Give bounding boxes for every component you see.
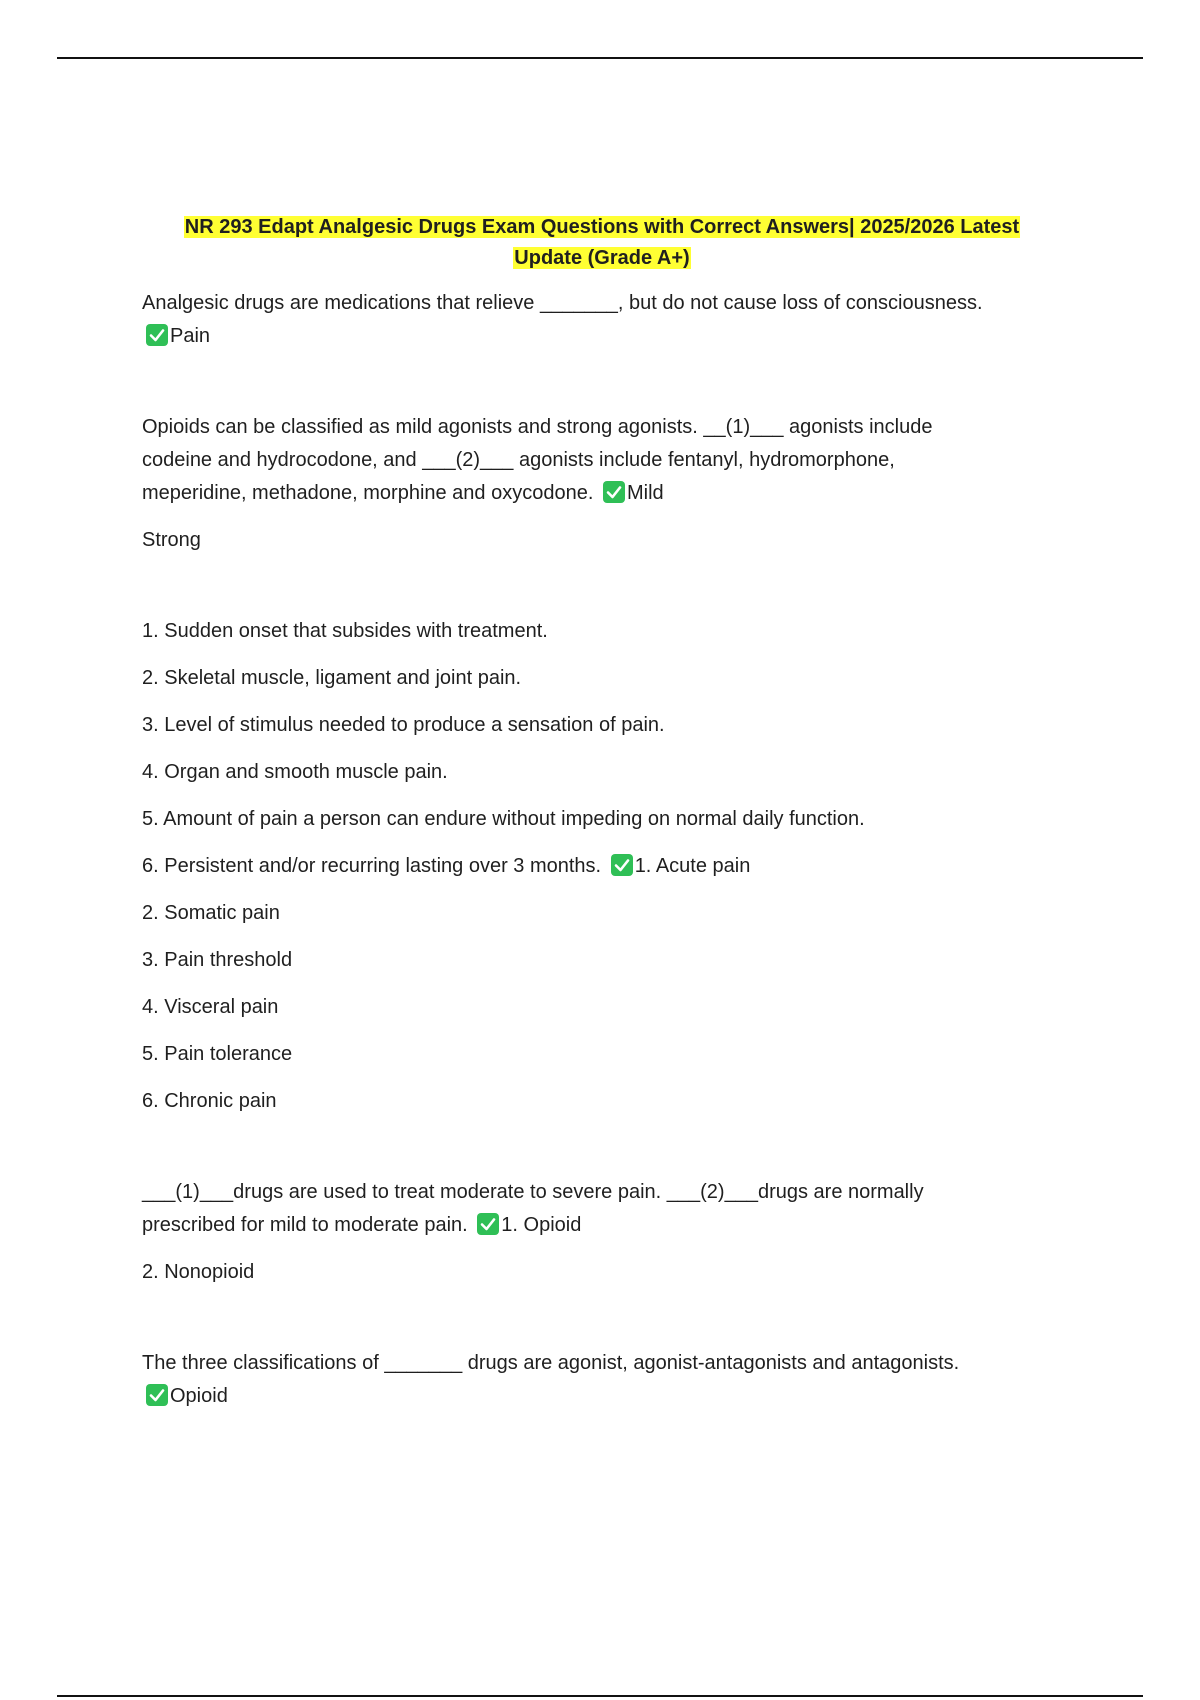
document-body [142,212,1062,1413]
question-1-prompt: Analgesic drugs are medications that relieve _______, but do not cause loss of consciousness. [142,292,983,314]
check-mark-icon [611,854,633,876]
list-item: 6. Persistent and/or recurring lasting over 3 months. [142,855,602,877]
answer-item: 5. Pain tolerance [142,1043,293,1065]
question-4-answer-extra: 2. Nonopioid [142,1261,255,1283]
list-item: 1. Sudden onset that subsides with treatment. [142,620,548,642]
list-item: 3. Level of stimulus needed to produce a sensation of pain. [142,714,665,736]
document-title [142,212,1062,274]
question-2-prompt-line-2: codeine and hydrocodone, and ___(2)___ agonists include fentanyl, hydromorphone, [142,449,895,471]
question-2-prompt-line-1: Opioids can be classified as mild agonists and strong agonists. __(1)___ agonists include [142,416,933,438]
page-top-rule [57,57,1143,59]
check-mark-icon [603,481,625,503]
question-2-prompt-line-3 [142,477,1062,510]
question-5 [142,1347,1062,1413]
spacer [142,1289,1062,1347]
spacer [142,1118,1062,1176]
list-item: 2. Skeletal muscle, ligament and joint pain. [142,667,522,689]
question-4-answer: 1. Opioid [501,1214,582,1236]
check-mark-icon [146,1384,168,1406]
check-mark-icon [477,1213,499,1235]
question-5-answer: Opioid [170,1385,228,1407]
question-3-answer: 1. Acute pain [634,855,751,877]
spacer [142,353,1062,411]
list-item-with-answer [142,850,1062,883]
answer-item: 6. Chronic pain [142,1090,277,1112]
question-1 [142,287,1062,353]
question-1-answer-line [142,320,1062,353]
page-bottom-rule [57,1695,1143,1697]
answer-item: 3. Pain threshold [142,949,293,971]
list-item: 5. Amount of pain a person can endure without impeding on normal daily function. [142,808,865,830]
question-4-prompt-text: prescribed for mild to moderate pain. [142,1214,468,1236]
answer-item: 4. Visceral pain [142,996,279,1018]
question-4-prompt-line-2 [142,1209,1062,1242]
spacer [142,557,1062,615]
title-line-2: Update (Grade A+) [514,247,690,269]
question-2-prompt-text: meperidine, methadone, morphine and oxycodone. [142,482,594,504]
question-2 [142,411,1062,557]
question-4-prompt-line-1: ___(1)___drugs are used to treat moderate to severe pain. ___(2)___drugs are normally [142,1181,924,1203]
question-1-answer: Pain [170,325,211,347]
question-5-answer-line [142,1380,1062,1413]
question-2-answer-extra: Strong [142,529,201,551]
list-item: 4. Organ and smooth muscle pain. [142,761,448,783]
check-mark-icon [146,324,168,346]
answer-item: 2. Somatic pain [142,902,280,924]
question-5-prompt: The three classifications of _______ drugs are agonist, agonist-antagonists and antagonists. [142,1352,960,1374]
title-line-1: NR 293 Edapt Analgesic Drugs Exam Questions with Correct Answers| 2025/2026 Latest [184,216,1020,238]
question-3 [142,615,1062,1118]
question-2-answer: Mild [626,482,664,504]
question-4 [142,1176,1062,1289]
